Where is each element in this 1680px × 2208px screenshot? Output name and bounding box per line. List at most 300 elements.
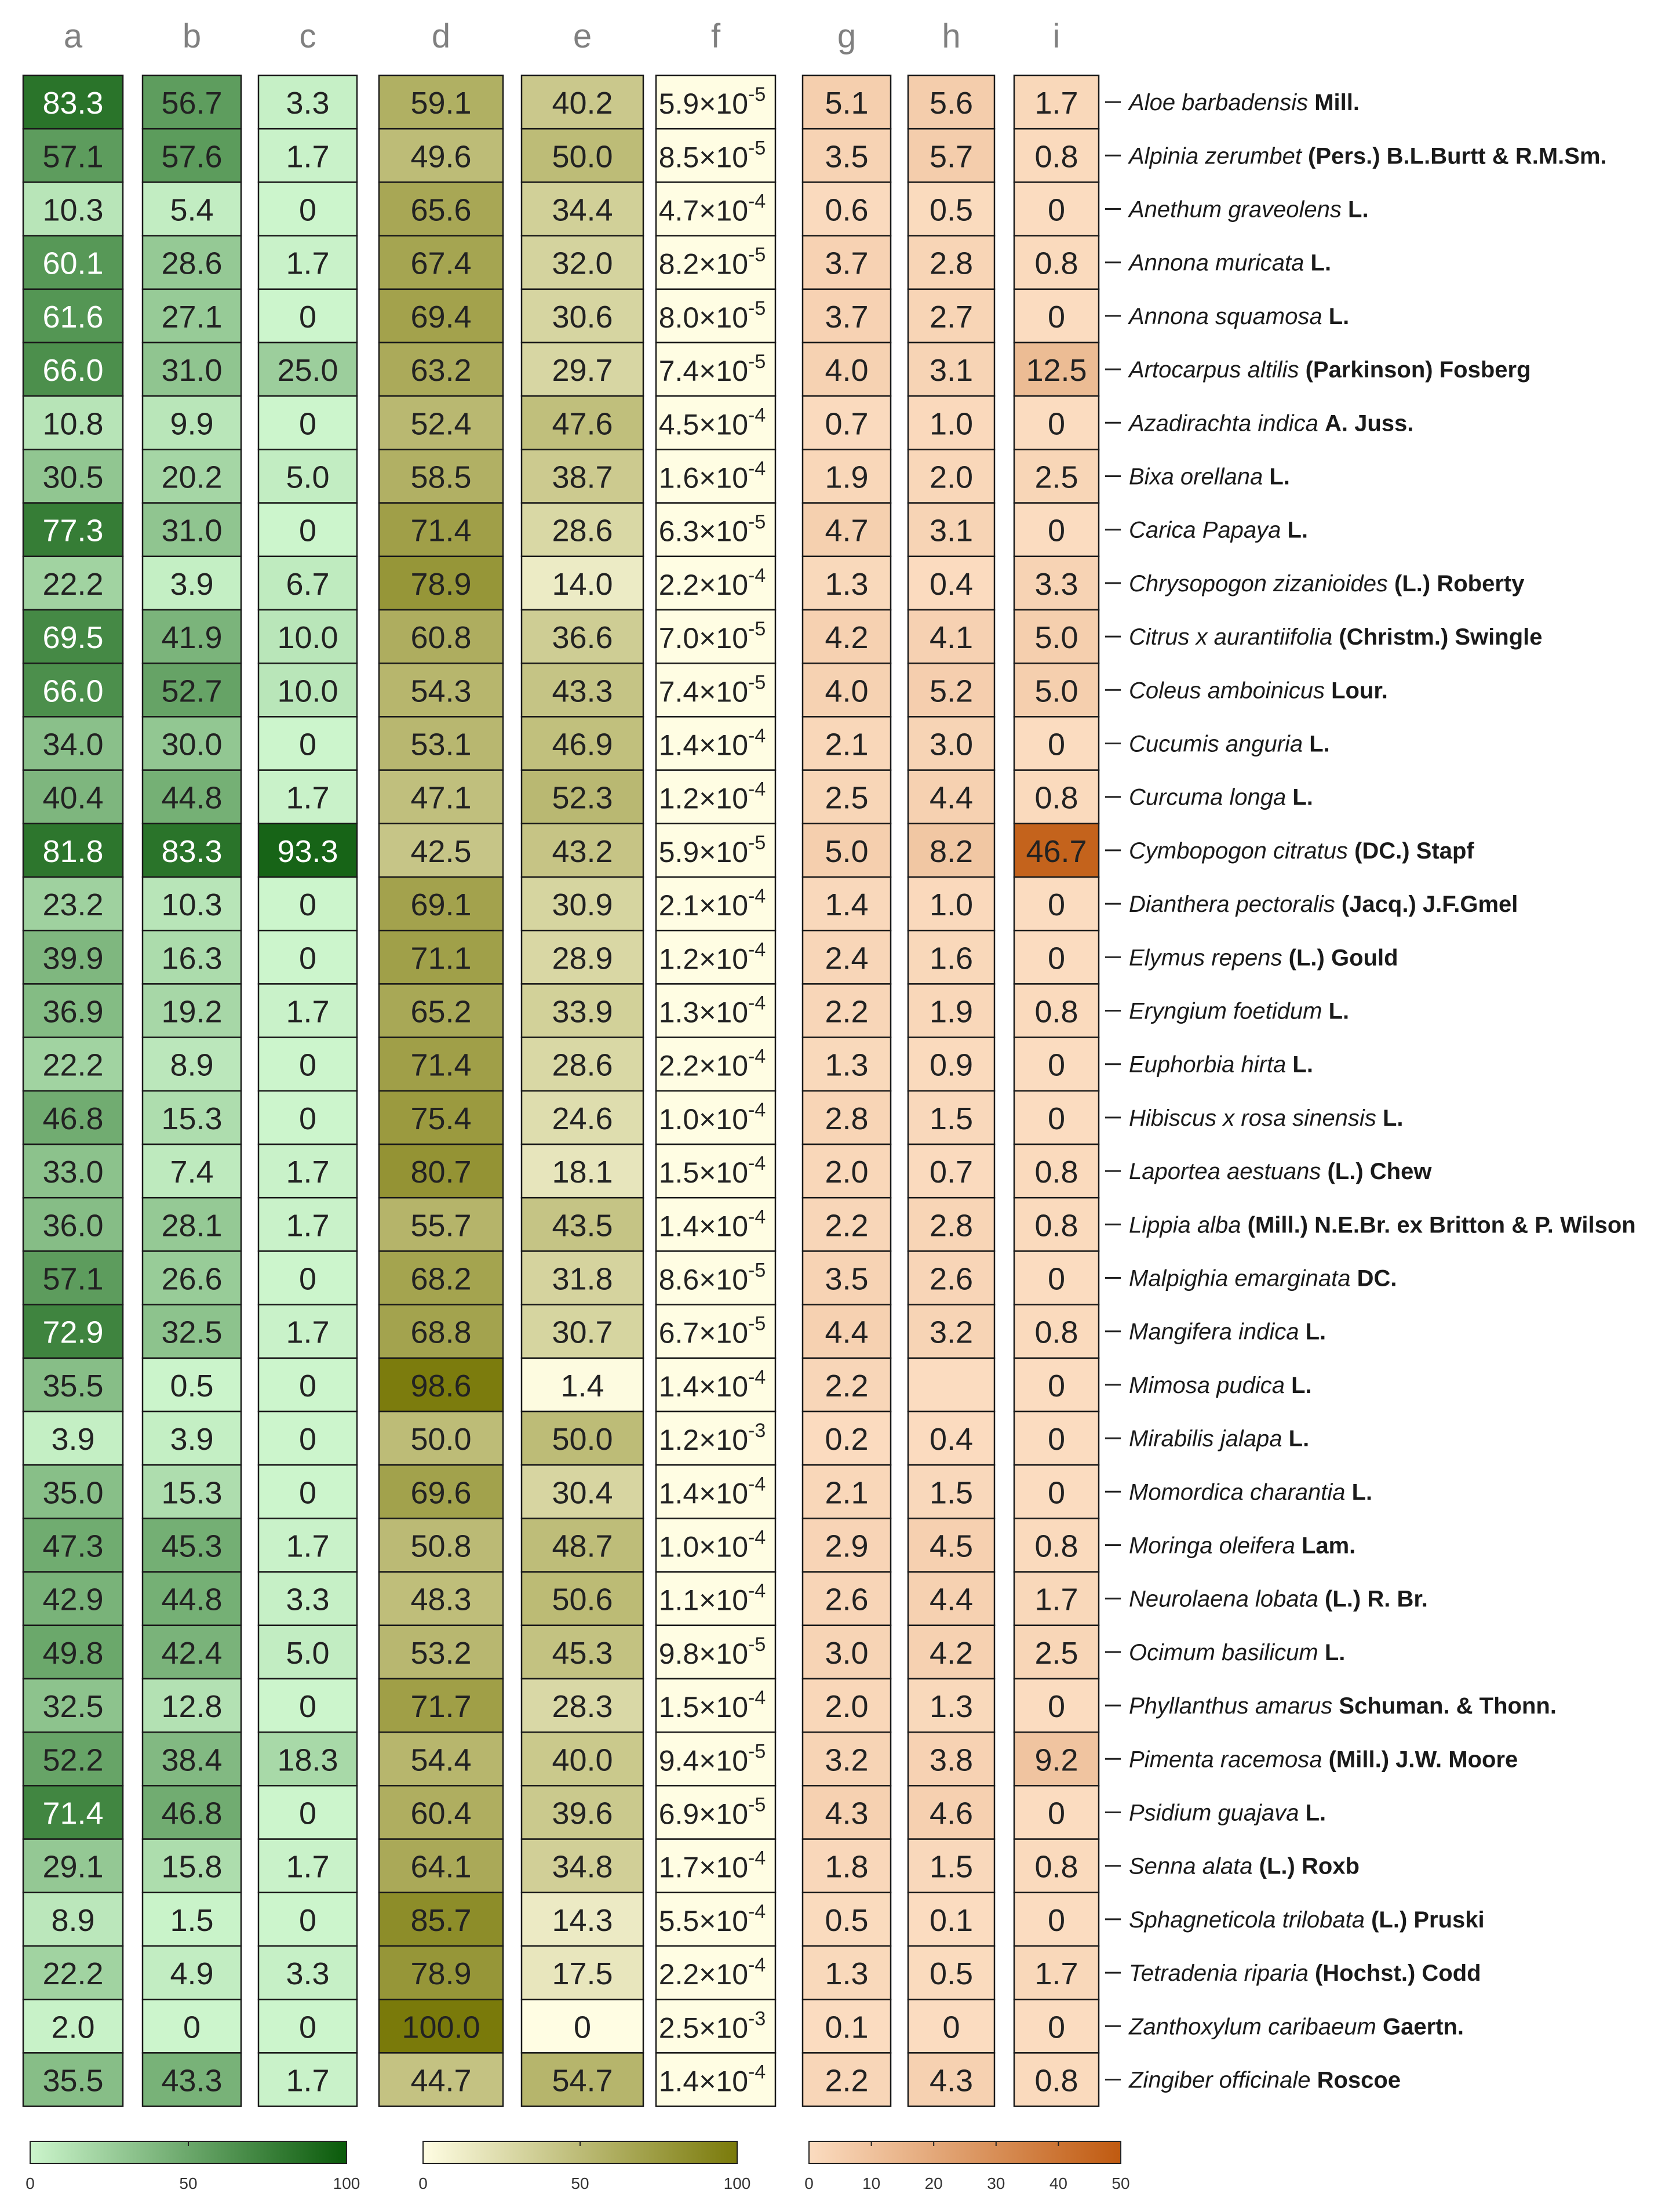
- cell-value-g: 5.1: [825, 86, 869, 121]
- cell-value-e: 18.1: [552, 1155, 613, 1190]
- cell-value-b: 3.9: [170, 1422, 214, 1457]
- cell-value-a: 22.2: [42, 1047, 104, 1083]
- cell-value-c: 3.3: [286, 1582, 330, 1617]
- cell-value-h: 1.5: [929, 1475, 974, 1511]
- cell-value-g: 3.7: [825, 246, 869, 281]
- cell-value-f: $2.2\times 10^{-4}$: [658, 1045, 766, 1082]
- color-scales: [25, 2141, 1129, 2192]
- cell-value-g: 2.4: [825, 941, 869, 976]
- cell-value-c: 0: [298, 1422, 317, 1457]
- cell-value-d: 80.7: [410, 1155, 472, 1190]
- cell-value-f: $1.4\times 10^{-4}$: [658, 1206, 766, 1243]
- cell-value-a: 39.9: [42, 941, 104, 976]
- cell-value-c: 25.0: [277, 353, 338, 388]
- species-label: Pimenta racemosa (Mill.) J.W. Moore: [1129, 1747, 1518, 1773]
- cell-value-f: $2.2\times 10^{-4}$: [658, 564, 766, 601]
- cell-value-c: 0: [298, 1368, 317, 1403]
- cell-value-a: 77.3: [42, 513, 104, 548]
- cell-value-f: $5.9\times 10^{-5}$: [658, 83, 766, 121]
- cell-value-d: 63.2: [410, 353, 472, 388]
- cell-value-a: 66.0: [42, 353, 104, 388]
- cell-value-h: 5.2: [929, 674, 974, 709]
- cell-value-f: $6.7\times 10^{-5}$: [658, 1312, 766, 1349]
- cell-value-d: 69.6: [410, 1475, 472, 1511]
- cell-value-c: 0: [298, 727, 317, 762]
- species-label: Psidium guajava L.: [1129, 1800, 1326, 1826]
- cell-value-b: 38.4: [161, 1743, 223, 1778]
- species-label: Malpighia emarginata DC.: [1129, 1265, 1397, 1292]
- cell-value-h: 0.7: [929, 1155, 974, 1190]
- cell-value-c: 0: [298, 406, 317, 442]
- cell-value-a: 83.3: [42, 86, 104, 121]
- cell-value-i: 0: [1047, 1368, 1066, 1403]
- cell-value-d: 69.4: [410, 299, 472, 334]
- cell-value-b: 28.6: [161, 246, 223, 281]
- cell-value-i: 1.7: [1034, 1956, 1078, 1992]
- heatmap-cells: [23, 75, 1099, 2107]
- cell-value-g: 3.2: [825, 1743, 869, 1778]
- cell-value-d: 100.0: [402, 2010, 480, 2045]
- cell-value-a: 10.3: [42, 192, 104, 228]
- cell-value-b: 15.3: [161, 1101, 223, 1136]
- cell-value-f: $1.6\times 10^{-4}$: [658, 457, 766, 494]
- cell-value-h: 0.5: [929, 192, 974, 228]
- cell-value-e: 1.4: [560, 1368, 604, 1403]
- species-label: Eryngium foetidum L.: [1129, 998, 1350, 1024]
- cell-value-f: $1.2\times 10^{-4}$: [658, 939, 766, 976]
- cell-value-e: 48.7: [552, 1529, 613, 1564]
- cell-value-e: 30.7: [552, 1315, 613, 1350]
- cell-value-d: 53.2: [410, 1635, 472, 1671]
- cell-value-f: $7.0\times 10^{-5}$: [658, 618, 766, 655]
- cell-value-f: $1.2\times 10^{-3}$: [658, 1420, 766, 1457]
- cell-value-b: 30.0: [161, 727, 223, 762]
- cell-value-c: 0: [298, 1047, 317, 1083]
- cell-value-d: 65.6: [410, 192, 472, 228]
- cell-value-f: $1.3\times 10^{-4}$: [658, 992, 766, 1029]
- cell-value-h: 1.3: [929, 1689, 974, 1725]
- cell-value-g: 1.4: [825, 887, 869, 923]
- cell-value-i: 0.8: [1034, 1529, 1078, 1564]
- cell-value-e: 40.2: [552, 86, 613, 121]
- cell-value-i: 0: [1047, 406, 1066, 442]
- cell-value-e: 30.4: [552, 1475, 613, 1511]
- scale-tick-label: 0: [25, 2174, 35, 2192]
- cell-value-c: 3.3: [286, 1956, 330, 1992]
- species-label: Azadirachta indica A. Juss.: [1129, 410, 1414, 436]
- cell-value-d: 65.2: [410, 994, 472, 1030]
- cell-value-g: 3.0: [825, 1635, 869, 1671]
- cell-value-e: 47.6: [552, 406, 613, 442]
- cell-value-g: 2.5: [825, 780, 869, 816]
- cell-value-b: 57.6: [161, 139, 223, 174]
- cell-value-b: 19.2: [161, 994, 223, 1030]
- cell-value-c: 10.0: [277, 674, 338, 709]
- cell-value-f: $1.0\times 10^{-4}$: [658, 1526, 766, 1563]
- cell-value-d: 64.1: [410, 1849, 472, 1885]
- cell-value-c: 0: [298, 1261, 317, 1297]
- cell-value-e: 50.0: [552, 1422, 613, 1457]
- cell-value-d: 54.4: [410, 1743, 472, 1778]
- cell-value-e: 40.0: [552, 1743, 613, 1778]
- cell-value-f: $5.5\times 10^{-4}$: [658, 1900, 766, 1937]
- cell-value-f: $1.4\times 10^{-4}$: [658, 1473, 766, 1510]
- cell-value-i: 0.8: [1034, 1208, 1078, 1243]
- cell-value-b: 0.5: [170, 1368, 214, 1403]
- species-label: Annona squamosa L.: [1129, 303, 1350, 329]
- scale-tick-label: 50: [1112, 2174, 1130, 2192]
- cell-value-g: 2.0: [825, 1689, 869, 1725]
- cell-value-e: 0: [573, 2010, 592, 2045]
- cell-value-d: 69.1: [410, 887, 472, 923]
- cell-value-i: 0: [1047, 1903, 1066, 1938]
- cell-value-a: 2.0: [51, 2010, 95, 2045]
- cell-value-f: $1.4\times 10^{-4}$: [658, 725, 766, 762]
- cell-value-i: 12.5: [1026, 353, 1087, 388]
- cell-value-a: 57.1: [42, 1261, 104, 1297]
- species-label: Moringa oleifera Lam.: [1129, 1533, 1356, 1559]
- cell-value-i: 0.8: [1034, 139, 1078, 174]
- cell-value-a: 46.8: [42, 1101, 104, 1136]
- cell-value-b: 26.6: [161, 1261, 223, 1297]
- cell-value-e: 43.3: [552, 674, 613, 709]
- species-label: Hibiscus x rosa sinensis L.: [1129, 1105, 1404, 1131]
- cell-value-i: 0: [1047, 1422, 1066, 1457]
- cell-value-d: 67.4: [410, 246, 472, 281]
- cell-value-d: 50.8: [410, 1529, 472, 1564]
- cell-value-i: 0: [1047, 299, 1066, 334]
- color-scale-3: [809, 2141, 1121, 2163]
- cell-value-a: 34.0: [42, 727, 104, 762]
- species-label: Cymbopogon citratus (DC.) Stapf: [1129, 838, 1474, 864]
- cell-value-c: 0: [298, 1796, 317, 1831]
- cell-value-a: 61.6: [42, 299, 104, 334]
- cell-value-c: 1.7: [286, 1315, 330, 1350]
- column-header-e: e: [573, 17, 592, 55]
- cell-value-b: 7.4: [170, 1155, 214, 1190]
- cell-value-f: $1.7\times 10^{-4}$: [658, 1847, 766, 1884]
- cell-value-c: 0: [298, 1475, 317, 1511]
- cell-value-c: 1.7: [286, 246, 330, 281]
- cell-value-h: 1.9: [929, 994, 974, 1030]
- cell-value-a: 81.8: [42, 834, 104, 869]
- species-label: Chrysopogon zizanioides (L.) Roberty: [1129, 570, 1525, 596]
- cell-value-h: 0.9: [929, 1047, 974, 1083]
- cell-value-i: 0.8: [1034, 1315, 1078, 1350]
- cell-value-d: 58.5: [410, 460, 472, 495]
- column-header-i: i: [1052, 17, 1061, 55]
- cell-value-b: 16.3: [161, 941, 223, 976]
- species-label: Zanthoxylum caribaeum Gaertn.: [1129, 2014, 1464, 2040]
- cell-value-f: $8.6\times 10^{-5}$: [658, 1259, 766, 1296]
- cell-value-i: 0.8: [1034, 780, 1078, 816]
- cell-value-d: 68.2: [410, 1261, 472, 1297]
- cell-value-c: 1.7: [286, 1208, 330, 1243]
- cell-value-d: 60.4: [410, 1796, 472, 1831]
- cell-value-d: 48.3: [410, 1582, 472, 1617]
- cell-value-d: 98.6: [410, 1368, 472, 1403]
- cell-value-e: 34.8: [552, 1849, 613, 1885]
- cell-value-b: 52.7: [161, 674, 223, 709]
- cell-value-d: 53.1: [410, 727, 472, 762]
- cell-value-h: 4.1: [929, 620, 974, 656]
- cell-value-f: $5.9\times 10^{-5}$: [658, 831, 766, 868]
- cell-value-e: 30.9: [552, 887, 613, 923]
- cell-value-i: 0: [1047, 1689, 1066, 1725]
- cell-value-h: 8.2: [929, 834, 974, 869]
- cell-value-a: 66.0: [42, 674, 104, 709]
- cell-value-f: $6.9\times 10^{-5}$: [658, 1794, 766, 1831]
- cell-value-f: $1.5\times 10^{-4}$: [658, 1687, 766, 1724]
- cell-value-g: 5.0: [825, 834, 869, 869]
- cell-value-a: 60.1: [42, 246, 104, 281]
- cell-value-b: 46.8: [161, 1796, 223, 1831]
- cell-value-c: 0: [298, 299, 317, 334]
- cell-value-g: 0.6: [825, 192, 869, 228]
- species-label: Dianthera pectoralis (Jacq.) J.F.Gmel: [1129, 892, 1518, 918]
- species-label: Coleus amboinicus Lour.: [1129, 678, 1388, 704]
- cell-value-f: $8.0\times 10^{-5}$: [658, 297, 766, 334]
- species-label: Artocarpus altilis (Parkinson) Fosberg: [1129, 357, 1531, 383]
- cell-value-h: 3.1: [929, 353, 974, 388]
- cell-value-d: 78.9: [410, 566, 472, 602]
- cell-value-i: 1.7: [1034, 1582, 1078, 1617]
- cell-value-i: 0: [1047, 1796, 1066, 1831]
- cell-value-h: 3.0: [929, 727, 974, 762]
- species-label: Citrus x aurantiifolia (Christm.) Swingle: [1129, 624, 1543, 650]
- cell-value-a: 22.2: [42, 566, 104, 602]
- cell-value-a: 72.9: [42, 1315, 104, 1350]
- cell-value-e: 50.6: [552, 1582, 613, 1617]
- cell-value-e: 14.3: [552, 1903, 613, 1938]
- cell-value-h: 3.2: [929, 1315, 974, 1350]
- cell-value-b: 42.4: [161, 1635, 223, 1671]
- cell-value-d: 54.3: [410, 674, 472, 709]
- cell-value-g: 3.5: [825, 1261, 869, 1297]
- cell-value-i: 0.8: [1034, 2063, 1078, 2098]
- cell-value-g: 2.1: [825, 727, 869, 762]
- scale-tick-label: 10: [862, 2174, 881, 2192]
- column-header-d: d: [431, 17, 451, 55]
- scale-tick-label: 100: [333, 2174, 360, 2192]
- scale-tick-label: 40: [1049, 2174, 1067, 2192]
- cell-value-g: 3.7: [825, 299, 869, 334]
- cell-value-d: 71.4: [410, 513, 472, 548]
- cell-value-e: 14.0: [552, 566, 613, 602]
- cell-value-b: 28.1: [161, 1208, 223, 1243]
- cell-value-e: 28.9: [552, 941, 613, 976]
- cell-value-b: 20.2: [161, 460, 223, 495]
- cell-value-d: 68.8: [410, 1315, 472, 1350]
- cell-value-b: 8.9: [170, 1047, 214, 1083]
- cell-value-a: 57.1: [42, 139, 104, 174]
- species-label: Lippia alba (Mill.) N.E.Br. ex Britton & P. Wilson: [1129, 1212, 1636, 1238]
- cell-value-d: 52.4: [410, 406, 472, 442]
- cell-value-e: 24.6: [552, 1101, 613, 1136]
- cell-value-c: 1.7: [286, 1529, 330, 1564]
- cell-value-g: 4.0: [825, 353, 869, 388]
- cell-value-g: 0.7: [825, 406, 869, 442]
- species-label: Tetradenia riparia (Hochst.) Codd: [1129, 1960, 1481, 1987]
- cell-value-e: 39.6: [552, 1796, 613, 1831]
- cell-value-e: 45.3: [552, 1635, 613, 1671]
- cell-value-h: 1.0: [929, 406, 974, 442]
- cell-value-a: 40.4: [42, 780, 104, 816]
- cell-value-h: 3.1: [929, 513, 974, 548]
- cell-value-a: 35.5: [42, 1368, 104, 1403]
- species-label: Sphagneticola trilobata (L.) Pruski: [1129, 1907, 1485, 1933]
- cell-value-i: 9.2: [1034, 1743, 1078, 1778]
- cell-value-h: 4.4: [929, 1582, 974, 1617]
- cell-value-g: 1.3: [825, 1956, 869, 1992]
- cell-value-c: 0: [298, 1101, 317, 1136]
- cell-value-a: 49.8: [42, 1635, 104, 1671]
- cell-value-h: 2.0: [929, 460, 974, 495]
- cell-value-c: 18.3: [277, 1743, 338, 1778]
- cell-value-a: 3.9: [51, 1422, 95, 1457]
- cell-value-d: 60.8: [410, 620, 472, 656]
- cell-value-e: 17.5: [552, 1956, 613, 1992]
- cell-value-g: 2.0: [825, 1155, 869, 1190]
- cell-value-c: 0: [298, 192, 317, 228]
- scale-tick-label: 0: [418, 2174, 428, 2192]
- species-label: Senna alata (L.) Roxb: [1129, 1853, 1360, 1879]
- cell-value-i: 5.0: [1034, 620, 1078, 656]
- cell-value-d: 71.1: [410, 941, 472, 976]
- cell-value-h: 0: [942, 2010, 960, 2045]
- species-label: Phyllanthus amarus Schuman. & Thonn.: [1129, 1693, 1557, 1719]
- cell-value-e: 32.0: [552, 246, 613, 281]
- cell-value-g: 2.2: [825, 1368, 869, 1403]
- cell-value-a: 42.9: [42, 1582, 104, 1617]
- cell-value-a: 23.2: [42, 887, 104, 923]
- cell-value-i: 2.5: [1034, 460, 1078, 495]
- cell-value-g: 2.9: [825, 1529, 869, 1564]
- cell-value-e: 31.8: [552, 1261, 613, 1297]
- cell-value-h: 1.0: [929, 887, 974, 923]
- cell-value-b: 83.3: [161, 834, 223, 869]
- cell-value-h: 4.4: [929, 780, 974, 816]
- cell-value-b: 44.8: [161, 780, 223, 816]
- cell-value-i: 0: [1047, 2010, 1066, 2045]
- cell-value-b: 9.9: [170, 406, 214, 442]
- cell-value-e: 29.7: [552, 353, 613, 388]
- cell-value-g: 4.0: [825, 674, 869, 709]
- cell-value-c: 1.7: [286, 994, 330, 1030]
- species-label: Euphorbia hirta L.: [1129, 1052, 1313, 1078]
- cell-value-h: 0.1: [929, 1903, 974, 1938]
- cell-value-a: 52.2: [42, 1743, 104, 1778]
- column-header-h: h: [942, 17, 961, 55]
- species-label: Ocimum basilicum L.: [1129, 1639, 1346, 1665]
- cell-value-g: 2.2: [825, 1208, 869, 1243]
- species-label: Aloe barbadensis Mill.: [1129, 90, 1360, 116]
- cell-value-d: 85.7: [410, 1903, 472, 1938]
- cell-value-g: 1.3: [825, 566, 869, 602]
- cell-value-i: 2.5: [1034, 1635, 1078, 1671]
- cell-value-b: 15.3: [161, 1475, 223, 1511]
- cell-value-f: $1.5\times 10^{-4}$: [658, 1152, 766, 1190]
- cell-value-f: $4.7\times 10^{-4}$: [658, 190, 766, 227]
- cell-value-g: 3.5: [825, 139, 869, 174]
- cell-value-a: 29.1: [42, 1849, 104, 1885]
- cell-value-c: 0: [298, 887, 317, 923]
- cell-value-g: 4.2: [825, 620, 869, 656]
- scale-tick-label: 50: [179, 2174, 198, 2192]
- cell-value-e: 46.9: [552, 727, 613, 762]
- cell-value-e: 28.3: [552, 1689, 613, 1725]
- cell-value-d: 55.7: [410, 1208, 472, 1243]
- cell-value-i: 3.3: [1034, 566, 1078, 602]
- cell-value-h: 2.6: [929, 1261, 974, 1297]
- cell-value-h: 1.6: [929, 941, 974, 976]
- cell-value-b: 12.8: [161, 1689, 223, 1725]
- cell-value-c: 1.7: [286, 2063, 330, 2098]
- cell-value-d: 71.4: [410, 1047, 472, 1083]
- cell-value-b: 10.3: [161, 887, 223, 923]
- cell-value-a: 30.5: [42, 460, 104, 495]
- cell-value-d: 49.6: [410, 139, 472, 174]
- cell-value-a: 10.8: [42, 406, 104, 442]
- cell-value-i: 0: [1047, 887, 1066, 923]
- cell-value-b: 15.8: [161, 1849, 223, 1885]
- cell-value-f: $2.5\times 10^{-3}$: [658, 2007, 766, 2045]
- cell-value-i: 46.7: [1026, 834, 1087, 869]
- cell-value-g: 2.1: [825, 1475, 869, 1511]
- cell-value-c: 10.0: [277, 620, 338, 656]
- cell-value-i: 5.0: [1034, 674, 1078, 709]
- cell-value-i: 0.8: [1034, 246, 1078, 281]
- species-label: Carica Papaya L.: [1129, 517, 1309, 543]
- cell-value-h: 4.3: [929, 2063, 974, 2098]
- cell-value-c: 93.3: [277, 834, 338, 869]
- cell-value-i: 0: [1047, 1047, 1066, 1083]
- cell-value-e: 52.3: [552, 780, 613, 816]
- cell-value-b: 27.1: [161, 299, 223, 334]
- cell-value-i: 0: [1047, 1475, 1066, 1511]
- cell-value-h: 4.2: [929, 1635, 974, 1671]
- cell-value-h: 0.4: [929, 566, 974, 602]
- species-label: Alpinia zerumbet (Pers.) B.L.Burtt & R.M.Sm.: [1129, 143, 1607, 169]
- cell-value-c: 1.7: [286, 1155, 330, 1190]
- cell-value-d: 50.0: [410, 1422, 472, 1457]
- cell-value-g: 1.3: [825, 1047, 869, 1083]
- cell-value-c: 3.3: [286, 86, 330, 121]
- cell-value-c: 1.7: [286, 1849, 330, 1885]
- scale-tick-label: 30: [987, 2174, 1005, 2192]
- cell-value-h: 3.8: [929, 1743, 974, 1778]
- column-header-f: f: [710, 17, 721, 55]
- cell-value-f: $4.5\times 10^{-4}$: [658, 404, 766, 441]
- cell-value-e: 34.4: [552, 192, 613, 228]
- cell-value-b: 32.5: [161, 1315, 223, 1350]
- species-label: Zingiber officinale Roscoe: [1129, 2067, 1401, 2093]
- cell-value-c: 0: [298, 941, 317, 976]
- cell-value-b: 45.3: [161, 1529, 223, 1564]
- species-label: Mirabilis jalapa L.: [1129, 1426, 1310, 1452]
- cell-value-i: 1.7: [1034, 86, 1078, 121]
- cell-value-h: 5.7: [929, 139, 974, 174]
- scale-tick-label: 50: [571, 2174, 589, 2192]
- scale-tick-label: 0: [804, 2174, 814, 2192]
- species-label: Mimosa pudica L.: [1129, 1372, 1312, 1398]
- cell-value-a: 22.2: [42, 1956, 104, 1992]
- cell-value-h: 1.5: [929, 1101, 974, 1136]
- cell-value-f: $7.4\times 10^{-5}$: [658, 671, 766, 708]
- cell-value-b: 31.0: [161, 513, 223, 548]
- cell-value-e: 43.5: [552, 1208, 613, 1243]
- cell-value-g: 1.9: [825, 460, 869, 495]
